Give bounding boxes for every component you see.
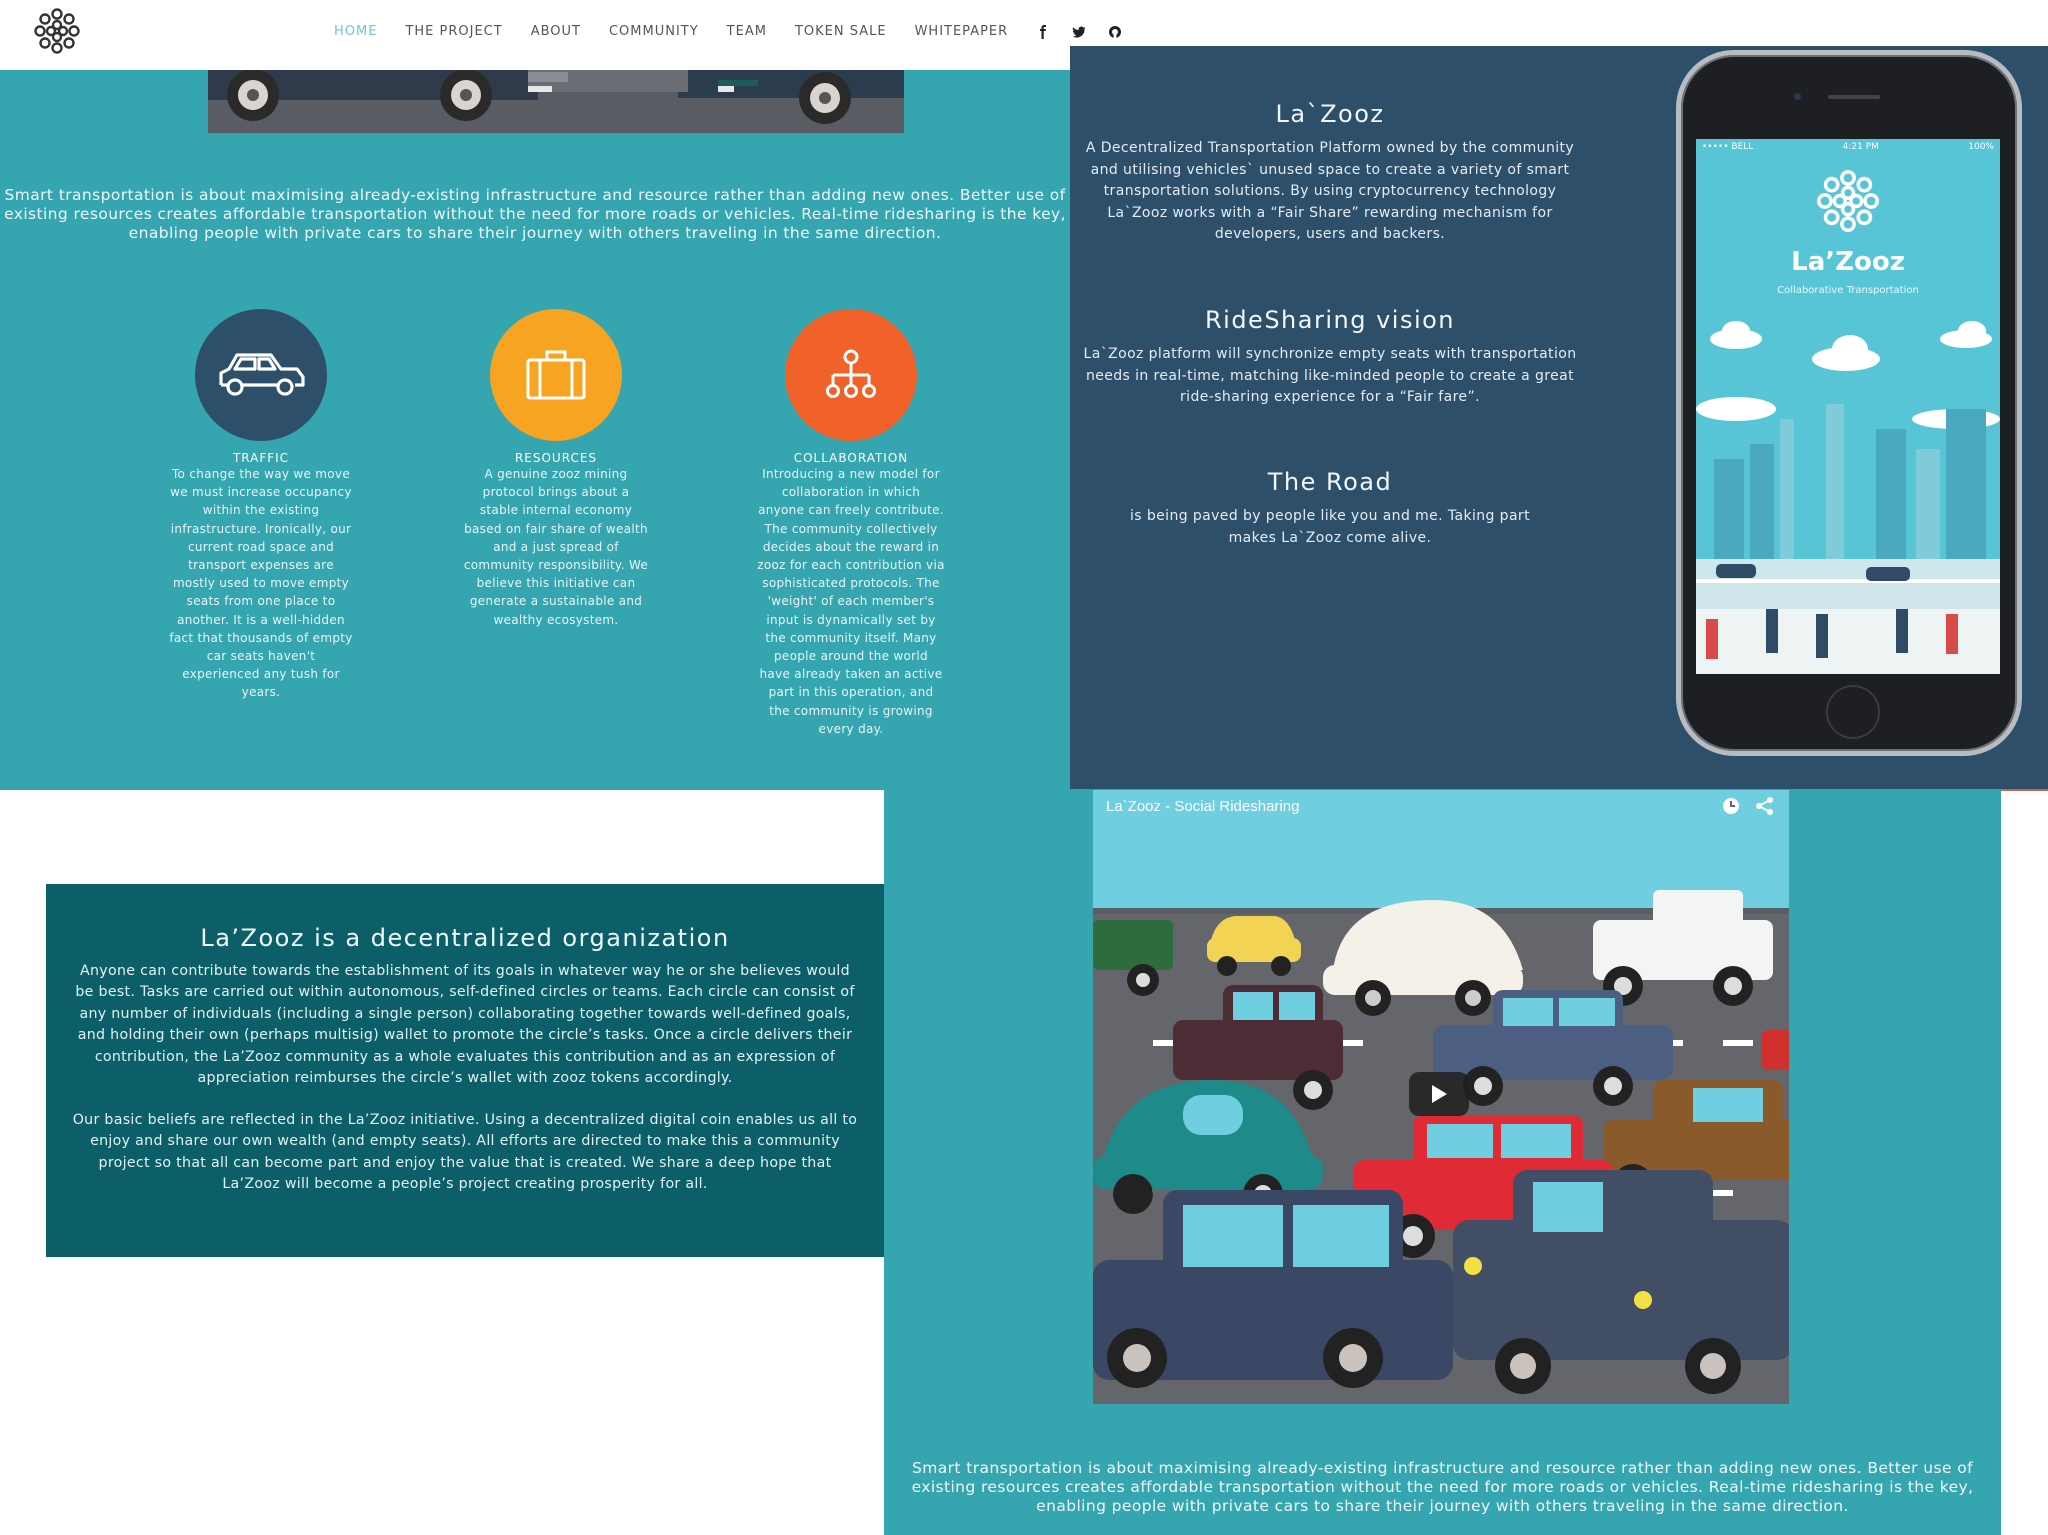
- phone-camera: [1794, 93, 1801, 100]
- feature-body: To change the way we move we must increase occupancy within the existing infrastructure. Ironically, our current road space and transport expenses are mostly used to move empty seats from one place to another. It is a well-hidden fact that thousands of empty car seats haven't experienced any tush for years.: [169, 467, 353, 700]
- feature-title: RESOURCES: [514, 451, 598, 465]
- lazooz-logo[interactable]: [32, 6, 82, 56]
- outro-line: Smart transportation is about maximising already-existing infrastructure and resource rather than adding new ones. Better use of: [912, 1459, 1973, 1477]
- video-player[interactable]: [1093, 790, 1789, 1404]
- outro-line: enabling people with private cars to share their journey with others traveling in the same direction.: [1036, 1497, 1849, 1515]
- feature-circle: [490, 309, 622, 441]
- feature-title: COLLABORATION: [793, 451, 909, 465]
- facebook-icon[interactable]: [1036, 25, 1050, 39]
- nav-about[interactable]: ABOUT: [530, 24, 581, 39]
- nav-home[interactable]: HOME: [334, 24, 378, 39]
- panel-text: La`Zooz platform will synchronize empty seats with transportation needs in real-time, matching like-minded people to create a great ride-sharing experience for a “Fair fare”.: [1083, 346, 1577, 405]
- panel-heading: La`Zooz: [1275, 100, 1385, 128]
- nav-the-project[interactable]: THE PROJECT: [405, 24, 503, 39]
- outro-paragraph: [884, 1459, 2001, 1516]
- feature-resources: [456, 309, 656, 629]
- intro-line: enabling people with private cars to share their journey with others traveling in the same direction.: [128, 224, 942, 242]
- hero-road-image: [208, 70, 904, 133]
- hierarchy-icon: [823, 347, 879, 403]
- status-time: 4:21 PM: [1842, 142, 1879, 152]
- app-logo-icon: [1814, 167, 1882, 235]
- feature-collaboration: [751, 309, 951, 738]
- play-button[interactable]: [1409, 1072, 1469, 1116]
- organization-panel: [46, 884, 884, 1257]
- intro-paragraph: [0, 186, 1070, 243]
- feature-traffic: [161, 309, 361, 702]
- phone-home-button: [1826, 685, 1880, 739]
- navbar: [0, 0, 1070, 70]
- status-carrier: ••••• BELL: [1702, 142, 1754, 152]
- feature-title: TRAFFIC: [232, 451, 290, 465]
- panel-block-road: [1130, 468, 1530, 549]
- status-bar: [1696, 139, 2000, 157]
- github-icon[interactable]: [1108, 25, 1122, 39]
- outro-line: existing resources creates affordable transportation without the need for more roads or vehicles. Real-time ridesharing is the key,: [911, 1478, 1974, 1496]
- org-heading: La’Zooz is a decentralized organization: [200, 924, 730, 952]
- nav-token-sale[interactable]: TOKEN SALE: [794, 24, 887, 39]
- feature-circle: [195, 309, 327, 441]
- panel-heading: The Road: [1267, 468, 1393, 496]
- app-name: La’Zooz: [1791, 247, 1905, 277]
- intro-line: existing resources creates affordable transportation without the need for more roads or vehicles. Real-time ridesharing is the key,: [4, 205, 1066, 223]
- phone-screen: [1696, 139, 2000, 674]
- clock-icon[interactable]: [1721, 796, 1741, 816]
- video-controls: [1721, 796, 1775, 816]
- panel-block-ridesharing: [1080, 306, 1580, 409]
- city-illustration: [1696, 309, 2000, 674]
- org-paragraph-2: Our basic beliefs are reflected in the La’Zooz initiative. Using a decentralized digital coin enables us all to enjoy and share our own wealth (and empty seats). All efforts are directed to make this a community project so that all can become part and enjoy the value that is created. We share a deep hope that La’Zooz will become a people’s project creating prosperity for all.: [72, 1112, 858, 1193]
- twitter-icon[interactable]: [1072, 25, 1086, 39]
- panel-text: is being paved by people like you and me. Taking part makes La`Zooz come alive.: [1130, 508, 1530, 546]
- feature-circle: [785, 309, 917, 441]
- panel-heading: RideSharing vision: [1204, 306, 1456, 334]
- phone-speaker: [1828, 95, 1880, 99]
- app-tagline: Collaborative Transportation: [1777, 285, 1919, 296]
- road-illustration: [208, 70, 904, 133]
- car-icon: [215, 347, 307, 403]
- nav-community[interactable]: COMMUNITY: [608, 24, 699, 39]
- feature-body: A genuine zooz mining protocol brings about a stable internal economy based on fair share of wealth and a just spread of community responsibility. We believe this initiative can generate a sustainable and wealthy ecosystem.: [463, 467, 649, 627]
- share-icon[interactable]: [1755, 796, 1775, 816]
- panel-text: A Decentralized Transportation Platform owned by the community and utilising vehicles` unused space to create a variety of smart transportation solutions. By using cryptocurrency technology La`Zooz works with a “Fair Share” rewarding mechanism for developers, users and backers.: [1085, 140, 1575, 242]
- org-paragraph-1: Anyone can contribute towards the establishment of its goals in whatever way he or she believes would be best. Tasks are carried out within autonomous, self-defined circles or teams. Each circle can consist of any number of individuals (including a single person) collaborating together towards well-defined goals, and holding their own (perhaps multisig) wallet to promote the circle’s tasks. Once a circle delivers their contribution, the La’Zooz community as a whole evaluates this contribution and as an expression of appreciation reimburses the circle’s wallet with zooz tokens accordingly.: [75, 963, 855, 1087]
- nav-whitepaper[interactable]: WHITEPAPER: [914, 24, 1009, 39]
- video-title[interactable]: La`Zooz - Social Ridesharing: [1106, 798, 1300, 815]
- feature-body: Introducing a new model for collaboration in which anyone can freely contribute. The community collectively decides about the reward in zooz for each contribution via sophisticated protocols. The 'weight' of each member's input is dynamically set by the community itself. Many people around the world have already taken an active part in this operation, and the community is growing every day.: [757, 467, 945, 736]
- intro-line: Smart transportation is about maximising already-existing infrastructure and resource rather than adding new ones. Better use of: [4, 186, 1066, 204]
- nav-team[interactable]: TEAM: [726, 24, 767, 39]
- nav-menu: [334, 24, 1144, 39]
- phone-mockup: [1676, 50, 2022, 756]
- briefcase-icon: [525, 348, 587, 402]
- play-icon: [1430, 1084, 1448, 1104]
- status-battery: 100%: [1968, 142, 1994, 152]
- panel-block-lazooz: [1080, 100, 1580, 246]
